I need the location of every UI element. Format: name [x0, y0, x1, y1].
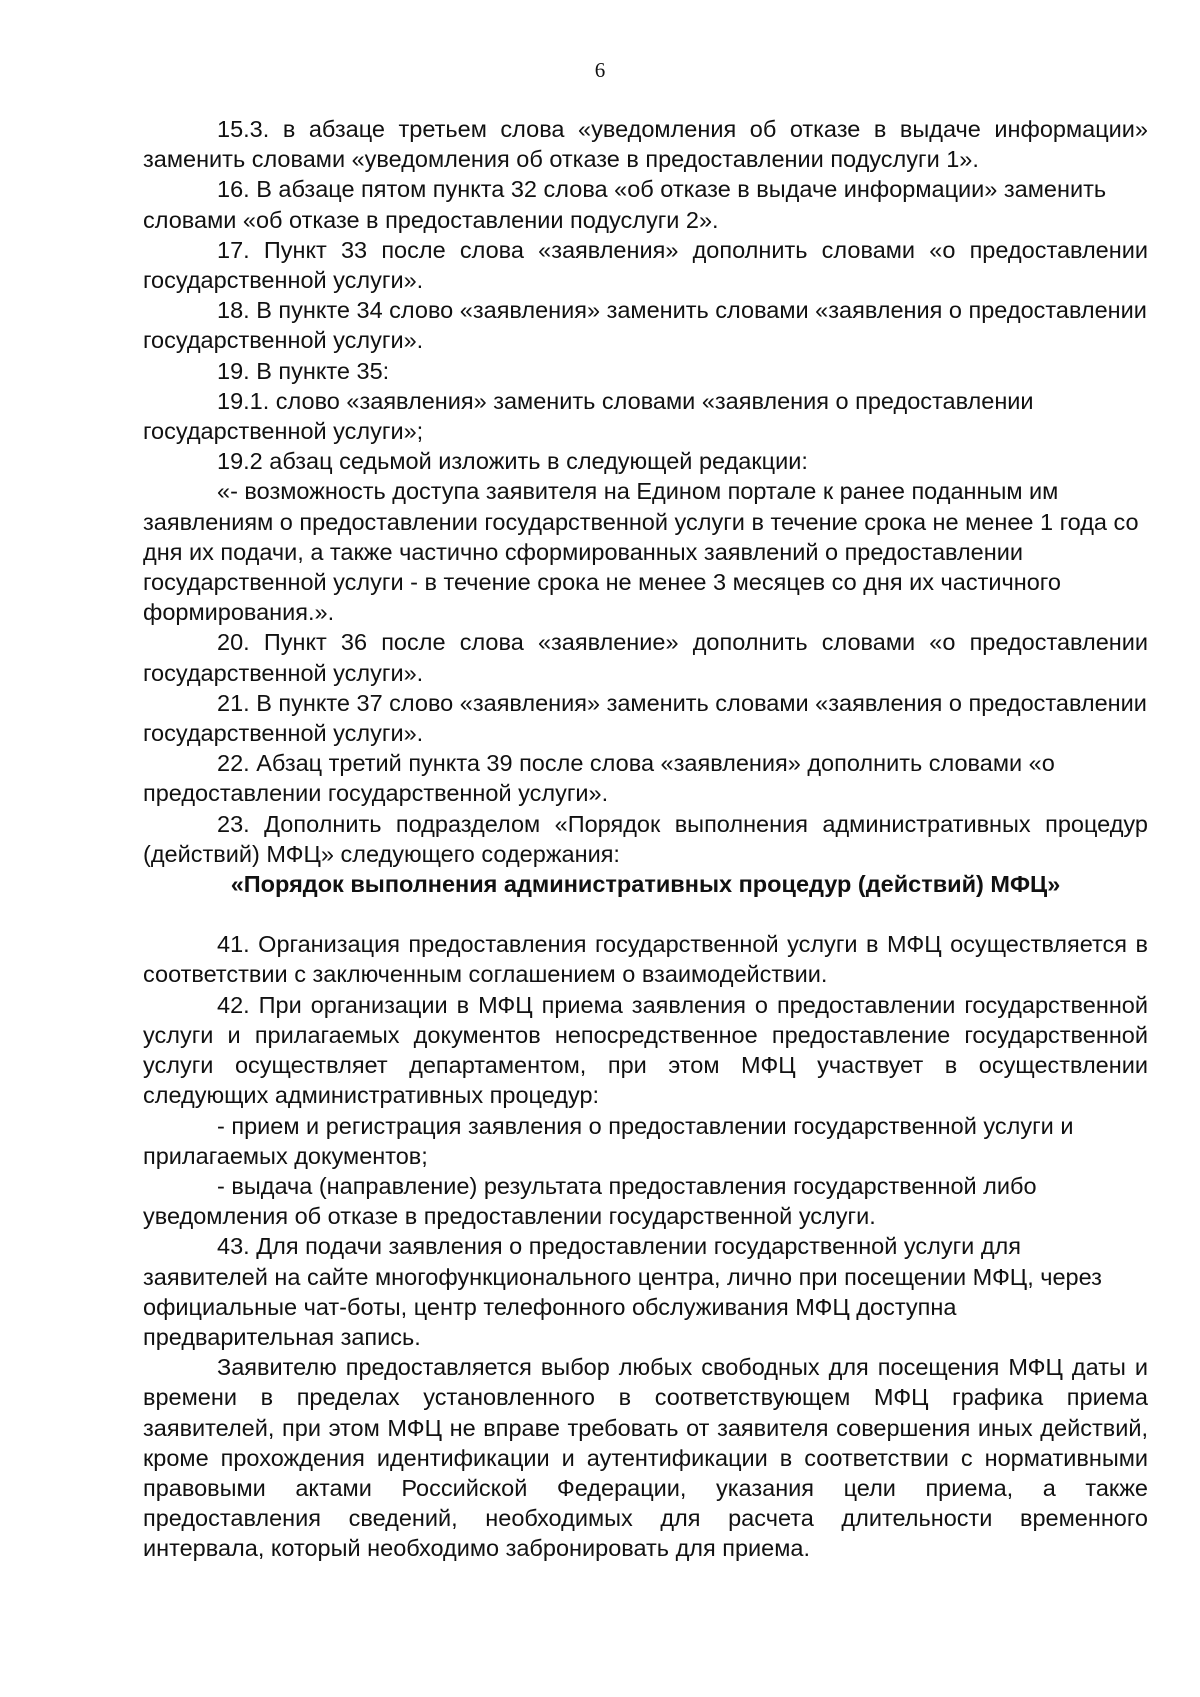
paragraph-42: 42. При организации в МФЦ приема заявления о предоставлении государственной услуги и прилагаемых документов непосредственное предоставление государственной услуги осуществляет департаментом, при этом МФЦ участвует в осуществлении следующих административных процедур: — [143, 991, 1148, 1109]
section-heading: «Порядок выполнения административных процедур (действий) МФЦ» — [230, 871, 1061, 898]
paragraph-applicant: Заявителю предоставляется выбор любых свободных для посещения МФЦ даты и времени в пределах установленного в соответствующем МФЦ графика приема заявителей, при этом МФЦ не вправе требовать от заявителя совершения иных действий, кроме прохождения идентификации и аутентификации в соответствии с нормативными правовыми актами Российской Федерации, указания цели приема, а также предоставления сведений, необходимых для расчета длительности временного интервала, который необходимо забронировать для приема. — [143, 1354, 1148, 1562]
paragraph-19-2: 19.2 абзац седьмой изложить в следующей редакции: — [217, 448, 808, 475]
section-spacer — [143, 899, 1148, 929]
paragraph-quote: «- возможность доступа заявителя на Едином портале к ранее поданным им заявлениям о предоставлении государственной услуги в течение срока не менее 1 года со дня их подачи, а также частично сформированных заявлений о предоставлении государственной услуги - в течение срока не менее 3 месяцев со дня их частичного формирования.». — [143, 478, 1139, 626]
paragraph-20: 20. Пункт 36 после слова «заявление» дополнить словами «о предоставлении государственной услуги». — [143, 629, 1148, 686]
paragraph-19: 19. В пункте 35: — [217, 357, 390, 384]
paragraph-17: 17. Пункт 33 после слова «заявления» дополнить словами «о предоставлении государственной услуги». — [143, 236, 1148, 294]
paragraph-21: 21. В пункте 37 слово «заявления» заменить словами «заявления о предоставлении государственной услуги». — [143, 689, 1147, 747]
paragraph-23: 23. Дополнить подразделом «Порядок выполнения административных процедур (действий) МФЦ» следующего содержания: — [143, 810, 1148, 867]
paragraph-22: 22. Абзац третий пункта 39 после слова «заявления» дополнить словами «о предоставлении государственной услуги». — [143, 750, 1055, 807]
paragraph-19-1: 19.1. слово «заявления» заменить словами «заявления о предоставлении государственной услуги»; — [143, 387, 1034, 445]
list-item-issuance: - выдача (направление) результата предоставления государственной либо уведомления об отказе в предоставлении государственной услуги. — [143, 1172, 1037, 1230]
paragraph-41: 41. Организация предоставления государственной услуги в МФЦ осуществляется в соответствии с заключенным соглашением о взаимодействии. — [143, 931, 1148, 988]
document-body — [143, 114, 1148, 1564]
paragraph-15-3: 15.3. в абзаце третьем слова «уведомления об отказе в выдаче информации» заменить словами «уведомления об отказе в предоставлении подуслуги 1». — [143, 116, 1148, 173]
list-item-reception: - прием и регистрация заявления о предоставлении государственной услуги и прилагаемых документов; — [143, 1112, 1074, 1169]
paragraph-16: 16. В абзаце пятом пункта 32 слова «об отказе в выдаче информации» заменить словами «об отказе в предоставлении подуслуги 2». — [143, 176, 1107, 233]
page-number: 6 — [594, 58, 606, 82]
paragraph-43: 43. Для подачи заявления о предоставлении государственной услуги для заявителей на сайте многофункционального центра, лично при посещении МФЦ, через официальные чат-боты, центр телефонного обслуживания МФЦ доступна предварительная запись. — [143, 1233, 1102, 1350]
paragraph-18: 18. В пункте 34 слово «заявления» заменить словами «заявления о предоставлении государственной услуги». — [143, 297, 1147, 354]
